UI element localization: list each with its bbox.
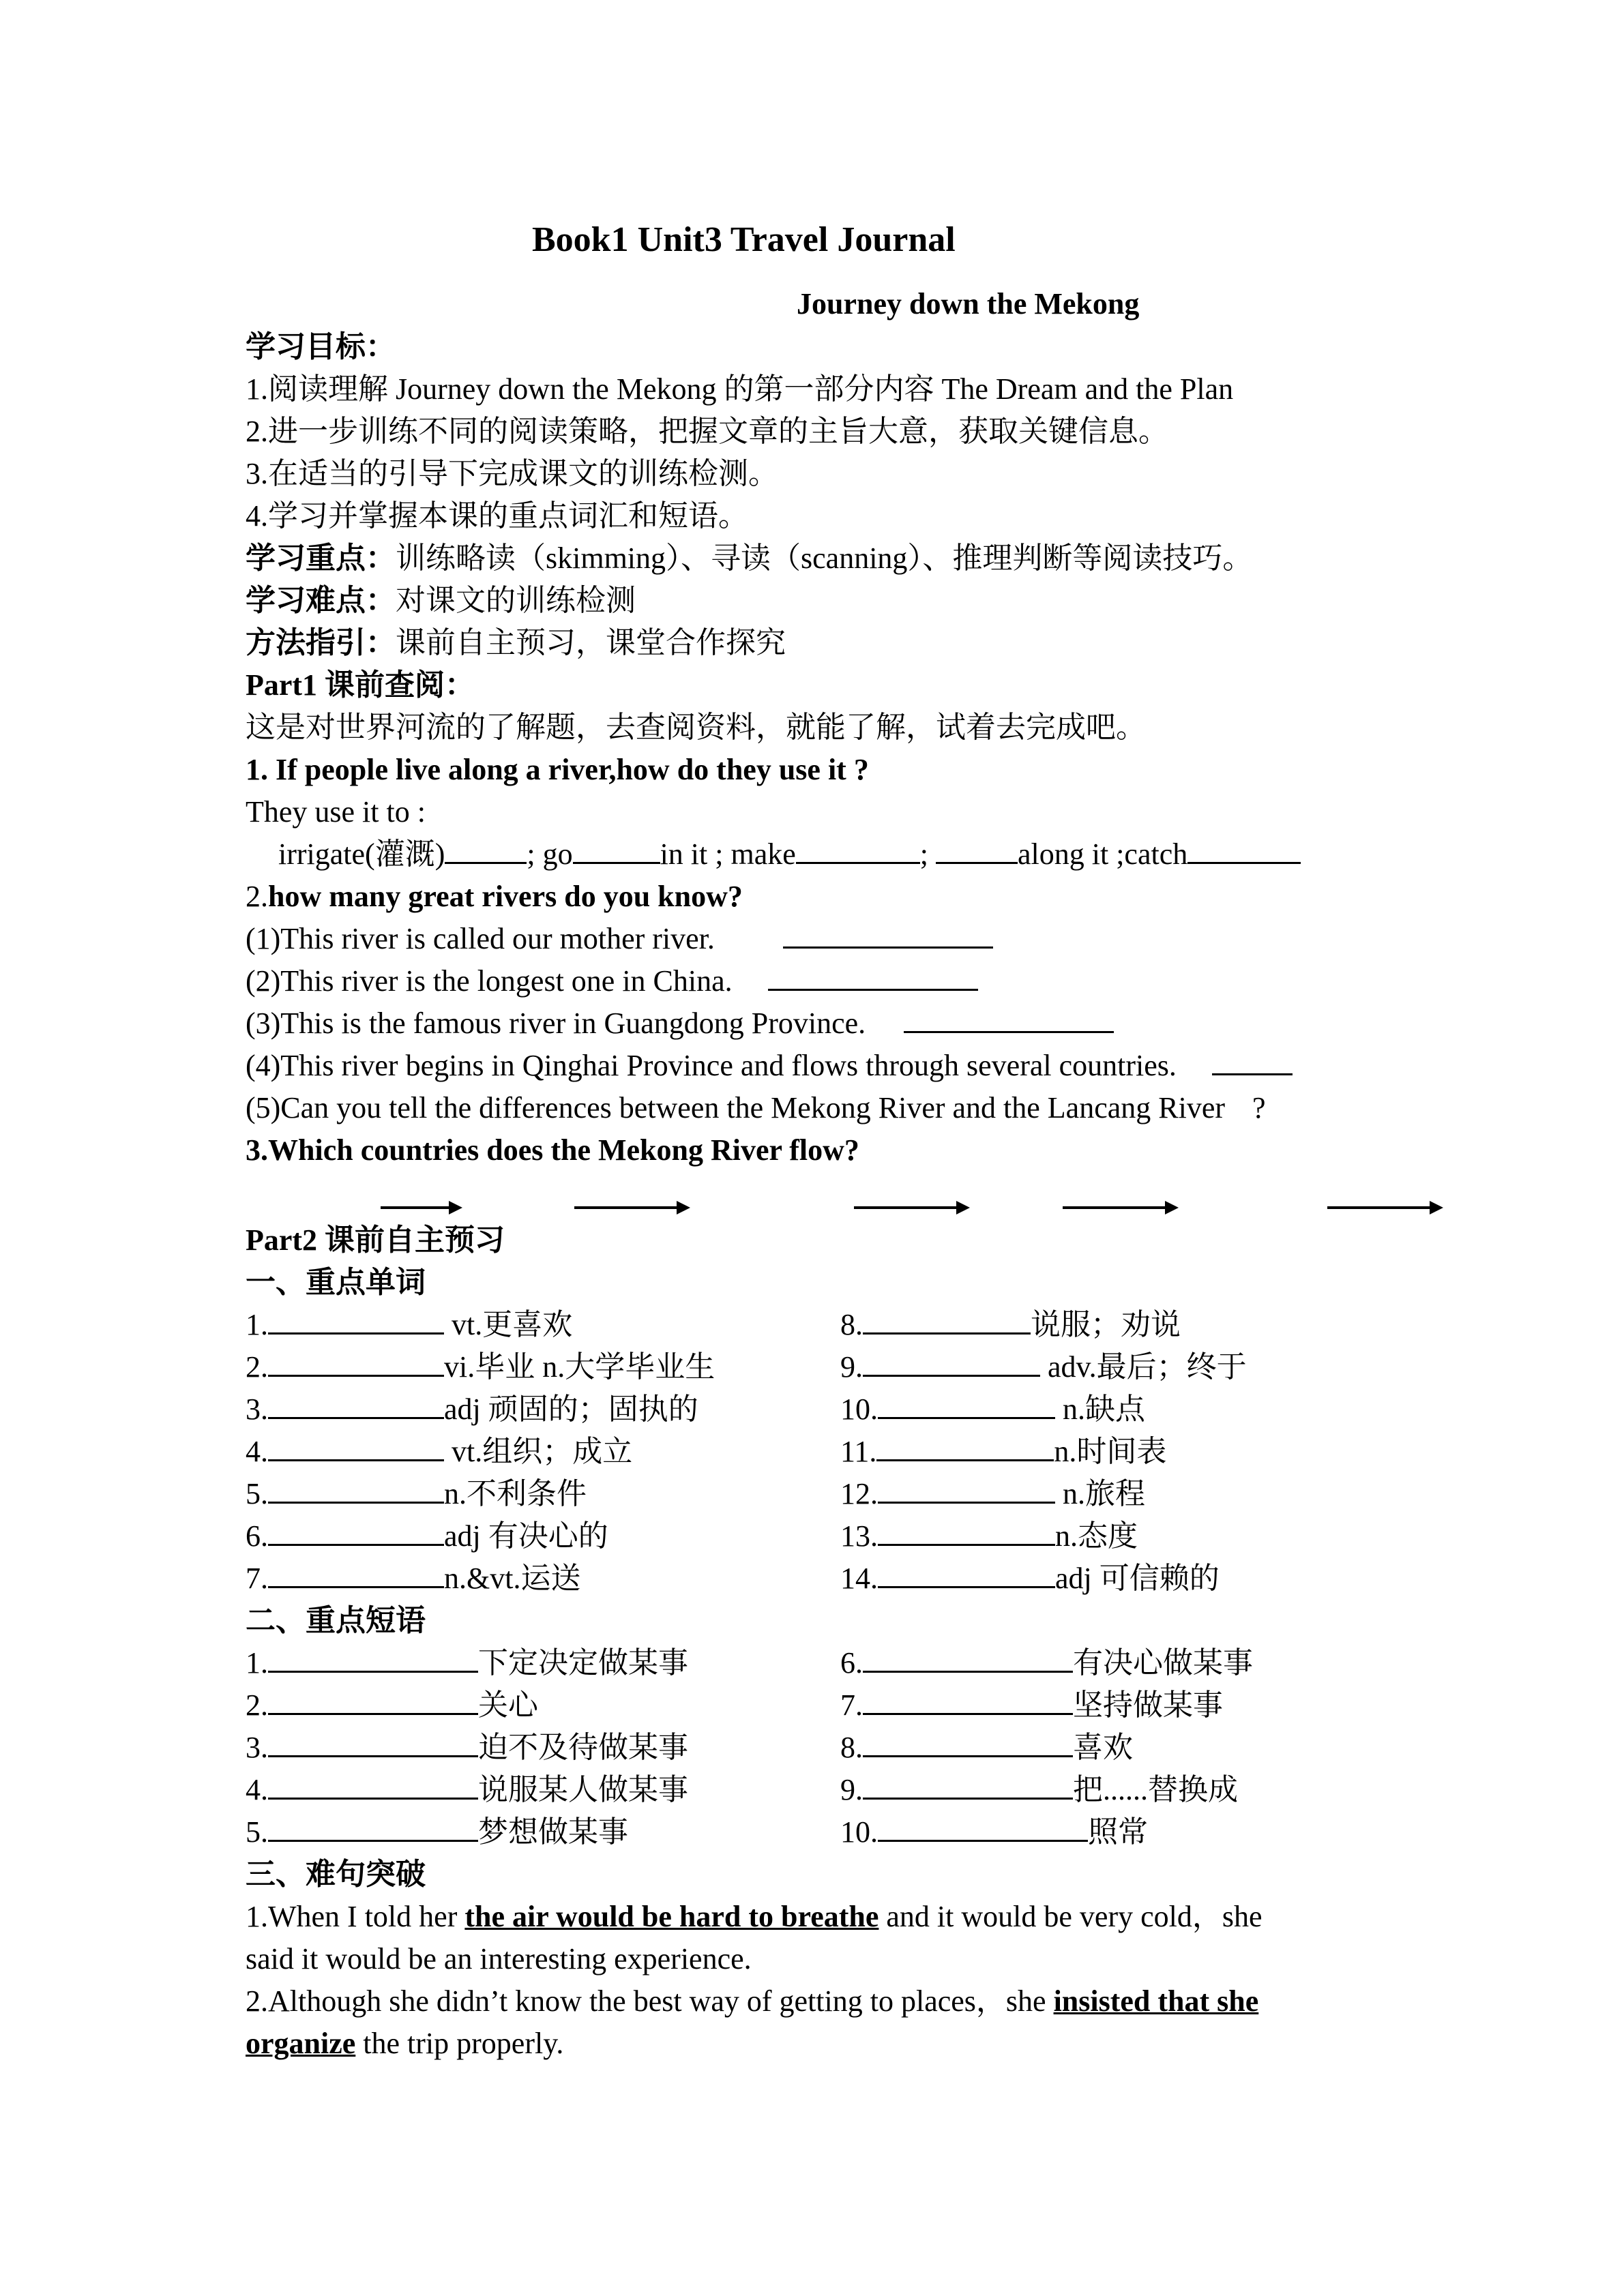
- phrase-def: 下定决定做某事: [478, 1646, 688, 1680]
- phrase-num: 7.: [840, 1688, 863, 1722]
- phrase-def: 有决心做某事: [1073, 1646, 1253, 1680]
- difficulty-text: 对课文的训练检测: [396, 584, 636, 617]
- answer-blank[interactable]: [863, 1770, 1073, 1800]
- word-item: [246, 1304, 572, 1346]
- answer-blank[interactable]: [863, 1686, 1073, 1715]
- word-def: adj 有决心的: [444, 1519, 608, 1553]
- answer-blank[interactable]: [268, 1686, 478, 1715]
- word-item: [840, 1515, 1138, 1557]
- phrase-item: [840, 1642, 1253, 1684]
- phrase-def: 说服某人做某事: [478, 1773, 688, 1806]
- objective-item: 3.在适当的引导下完成课文的训练检测。: [246, 457, 778, 490]
- word-num: 14.: [840, 1562, 878, 1595]
- q2-item-text: (3)This is the famous river in Guangdong Province.: [246, 1007, 866, 1040]
- word-item: [246, 1515, 608, 1557]
- word-num: 7.: [246, 1562, 268, 1595]
- method-label: 方法指引：: [246, 626, 396, 659]
- word-item: [840, 1557, 1220, 1600]
- part1-question-2: [246, 876, 743, 918]
- answer-blank[interactable]: [878, 1390, 1055, 1419]
- q2-item-text: (4)This river begins in Qinghai Province and flows through several countries.: [246, 1049, 1177, 1082]
- answer-blank[interactable]: [1187, 835, 1301, 864]
- sentence-text: the trip properly.: [355, 2027, 564, 2060]
- phrase-num: 9.: [840, 1773, 863, 1806]
- answer-blank[interactable]: [268, 1432, 444, 1461]
- answer-blank[interactable]: [268, 1390, 444, 1419]
- phrase-item: [246, 1769, 688, 1811]
- phrase-num: 4.: [246, 1773, 268, 1806]
- word-def: n.时间表: [1054, 1435, 1167, 1468]
- q2-text: how many great rivers do you know?: [268, 880, 743, 913]
- words-heading: 一、重点单词: [246, 1266, 426, 1299]
- answer-blank[interactable]: [878, 1813, 1088, 1842]
- phrases-heading: 二、重点短语: [246, 1604, 426, 1637]
- word-item: [840, 1346, 1247, 1388]
- word-item: [840, 1431, 1166, 1473]
- phrase-def: 坚持做某事: [1073, 1688, 1223, 1722]
- word-def: 说服；劝说: [1031, 1308, 1181, 1341]
- word-item: [246, 1431, 632, 1473]
- sentence-1-line-2: said it would be an interesting experience.: [246, 1942, 752, 1976]
- word-num: 9.: [840, 1350, 863, 1384]
- word-item: [246, 1473, 587, 1515]
- sentence-2-line-2: [246, 2023, 563, 2065]
- focus-label: 学习重点：: [246, 541, 396, 575]
- sentence-2-line-1: [246, 1980, 1258, 2023]
- answer-blank[interactable]: [268, 1474, 444, 1504]
- answer-blank[interactable]: [268, 1305, 444, 1335]
- phrase-num: 3.: [246, 1731, 268, 1764]
- answer-blank[interactable]: [1212, 1046, 1293, 1075]
- word-def: n.不利条件: [444, 1477, 587, 1510]
- word-item: [840, 1388, 1145, 1431]
- answer-blank[interactable]: [268, 1770, 478, 1800]
- sentences-heading: 三、难句突破: [246, 1858, 426, 1891]
- focus-text: 训练略读（skimming）、寻读（scanning）、推理判断等阅读技巧。: [396, 541, 1253, 575]
- sentence-text: and it would be very cold，she: [879, 1900, 1263, 1933]
- part1-q1-blanks: [278, 833, 1301, 876]
- word-def: n.态度: [1055, 1519, 1138, 1553]
- sentence-highlight: insisted that she: [1053, 1984, 1259, 2018]
- answer-blank[interactable]: [878, 1474, 1055, 1504]
- method-line: [246, 622, 786, 664]
- phrase-item: [246, 1684, 538, 1727]
- phrase-item: [840, 1684, 1223, 1727]
- focus-line: [246, 537, 1252, 580]
- q2-item5-end: ?: [1252, 1091, 1266, 1124]
- phrase-def: 把......替换成: [1073, 1773, 1238, 1806]
- blank-label-go: ; go: [527, 837, 573, 871]
- word-num: 4.: [246, 1435, 268, 1468]
- word-num: 2.: [246, 1350, 268, 1384]
- answer-blank[interactable]: [445, 835, 527, 864]
- q2-item: [246, 960, 978, 1002]
- phrase-def: 喜欢: [1073, 1731, 1133, 1764]
- q2-item-text: (2)This river is the longest one in China.: [246, 964, 733, 998]
- word-num: 13.: [840, 1519, 878, 1553]
- answer-blank[interactable]: [863, 1305, 1031, 1335]
- answer-blank[interactable]: [268, 1517, 444, 1546]
- sentence-highlight: the air would be hard to breathe: [464, 1900, 879, 1933]
- word-item: [840, 1304, 1181, 1346]
- word-def: adv.最后；终于: [1040, 1350, 1247, 1384]
- part1-question-1: 1. If people live along a river,how do they use it ?: [246, 753, 869, 786]
- objective-item: 2.进一步训练不同的阅读策略，把握文章的主旨大意，获取关键信息。: [246, 415, 1168, 448]
- word-def: n.旅程: [1055, 1477, 1145, 1510]
- arrow-right-icon: [1327, 1199, 1443, 1217]
- difficulty-line: [246, 580, 636, 622]
- answer-blank[interactable]: [268, 1643, 478, 1673]
- phrase-def: 关心: [478, 1688, 538, 1722]
- phrase-item: [246, 1727, 688, 1769]
- word-item: [840, 1473, 1145, 1515]
- phrase-item: [840, 1727, 1133, 1769]
- answer-blank[interactable]: [268, 1347, 444, 1377]
- phrase-item: [840, 1769, 1238, 1811]
- answer-blank[interactable]: [268, 1813, 478, 1842]
- phrase-item: [246, 1811, 628, 1853]
- sentence-1-line-1: [246, 1896, 1263, 1938]
- word-def: adj 可信赖的: [1055, 1562, 1220, 1595]
- word-num: 11.: [840, 1435, 877, 1468]
- answer-blank[interactable]: [768, 961, 978, 991]
- phrase-num: 2.: [246, 1688, 268, 1722]
- word-def: n.缺点: [1055, 1392, 1145, 1426]
- word-num: 3.: [246, 1392, 268, 1426]
- word-num: 5.: [246, 1477, 268, 1510]
- arrow-right-icon: [574, 1199, 690, 1217]
- phrase-item: [246, 1642, 688, 1684]
- phrase-num: 10.: [840, 1815, 878, 1849]
- q2-item-text: (1)This river is called our mother river.: [246, 922, 715, 955]
- method-text: 课前自主预习，课堂合作探究: [396, 626, 786, 659]
- phrase-def: 梦想做某事: [478, 1815, 628, 1849]
- word-num: 12.: [840, 1477, 878, 1510]
- part2-heading: Part2 课前自主预习: [246, 1223, 505, 1257]
- phrase-num: 5.: [246, 1815, 268, 1849]
- part1-intro: 这是对世界河流的了解题，去查阅资料，就能了解，试着去完成吧。: [246, 711, 1146, 744]
- phrase-num: 8.: [840, 1731, 863, 1764]
- word-num: 1.: [246, 1308, 268, 1341]
- answer-blank[interactable]: [268, 1559, 444, 1588]
- answer-blank[interactable]: [863, 1643, 1073, 1673]
- word-def: vt.更喜欢: [444, 1308, 573, 1341]
- part1-heading: Part1 课前查阅：: [246, 668, 475, 702]
- document-subtitle: Journey down the Mekong: [797, 287, 1140, 320]
- phrase-num: 6.: [840, 1646, 863, 1680]
- word-num: 10.: [840, 1392, 878, 1426]
- word-item: [246, 1346, 715, 1388]
- phrase-def: 迫不及待做某事: [478, 1731, 688, 1764]
- blank-label-irrigate: irrigate(灌溉): [278, 837, 445, 871]
- arrow-right-icon: [854, 1199, 970, 1217]
- difficulty-label: 学习难点：: [246, 584, 396, 617]
- q2-item: [246, 1045, 1293, 1087]
- part1-q1-answer-intro: They use it to :: [246, 795, 426, 829]
- answer-blank[interactable]: [936, 835, 1018, 864]
- answer-blank[interactable]: [863, 1347, 1040, 1377]
- answer-blank[interactable]: [268, 1728, 478, 1757]
- blank-label-along: along it ;catch: [1018, 837, 1188, 871]
- objectives-heading: 学习目标：: [246, 330, 396, 363]
- word-def: adj 顽固的；固执的: [444, 1392, 698, 1426]
- q2-number: 2.: [246, 880, 268, 913]
- objective-item: 4.学习并掌握本课的重点词汇和短语。: [246, 499, 748, 533]
- word-num: 8.: [840, 1308, 863, 1341]
- arrow-right-icon: [1063, 1199, 1179, 1217]
- q2-item: [246, 918, 993, 960]
- answer-blank[interactable]: [573, 835, 660, 864]
- objective-item: 1.阅读理解 Journey down the Mekong 的第一部分内容 The Dream and the Plan: [246, 372, 1234, 406]
- arrow-right-icon: [381, 1199, 462, 1217]
- q2-item: [246, 1087, 1266, 1129]
- phrase-def: 照常: [1088, 1815, 1148, 1849]
- word-def: vt.组织；成立: [444, 1435, 633, 1468]
- answer-blank[interactable]: [904, 1004, 1114, 1033]
- q2-item-text: (5)Can you tell the differences between the Mekong River and the Lancang River: [246, 1091, 1226, 1124]
- word-num: 6.: [246, 1519, 268, 1553]
- answer-blank[interactable]: [783, 919, 993, 949]
- answer-blank[interactable]: [863, 1728, 1073, 1757]
- document-title: Book1 Unit3 Travel Journal: [532, 220, 956, 259]
- word-def: n.&vt.运送: [444, 1562, 581, 1595]
- sentence-text: 2.Although she didn’t know the best way of getting to places，she: [246, 1984, 1054, 2018]
- phrase-item: [840, 1811, 1148, 1853]
- answer-blank[interactable]: [796, 835, 920, 864]
- blank-label-make: in it ; make: [660, 837, 796, 871]
- sentence-highlight: organize: [246, 2027, 356, 2060]
- phrase-num: 1.: [246, 1646, 268, 1680]
- part1-question-3: 3.Which countries does the Mekong River flow?: [246, 1133, 859, 1167]
- answer-blank[interactable]: [876, 1432, 1054, 1461]
- q2-item: [246, 1002, 1114, 1045]
- sentence-text: 1.When I told her: [246, 1900, 465, 1933]
- word-item: [246, 1557, 580, 1600]
- answer-blank[interactable]: [878, 1517, 1055, 1546]
- word-def: vi.毕业 n.大学毕业生: [444, 1350, 715, 1384]
- blank-label-sep: ;: [919, 837, 928, 871]
- word-item: [246, 1388, 698, 1431]
- answer-blank[interactable]: [878, 1559, 1055, 1588]
